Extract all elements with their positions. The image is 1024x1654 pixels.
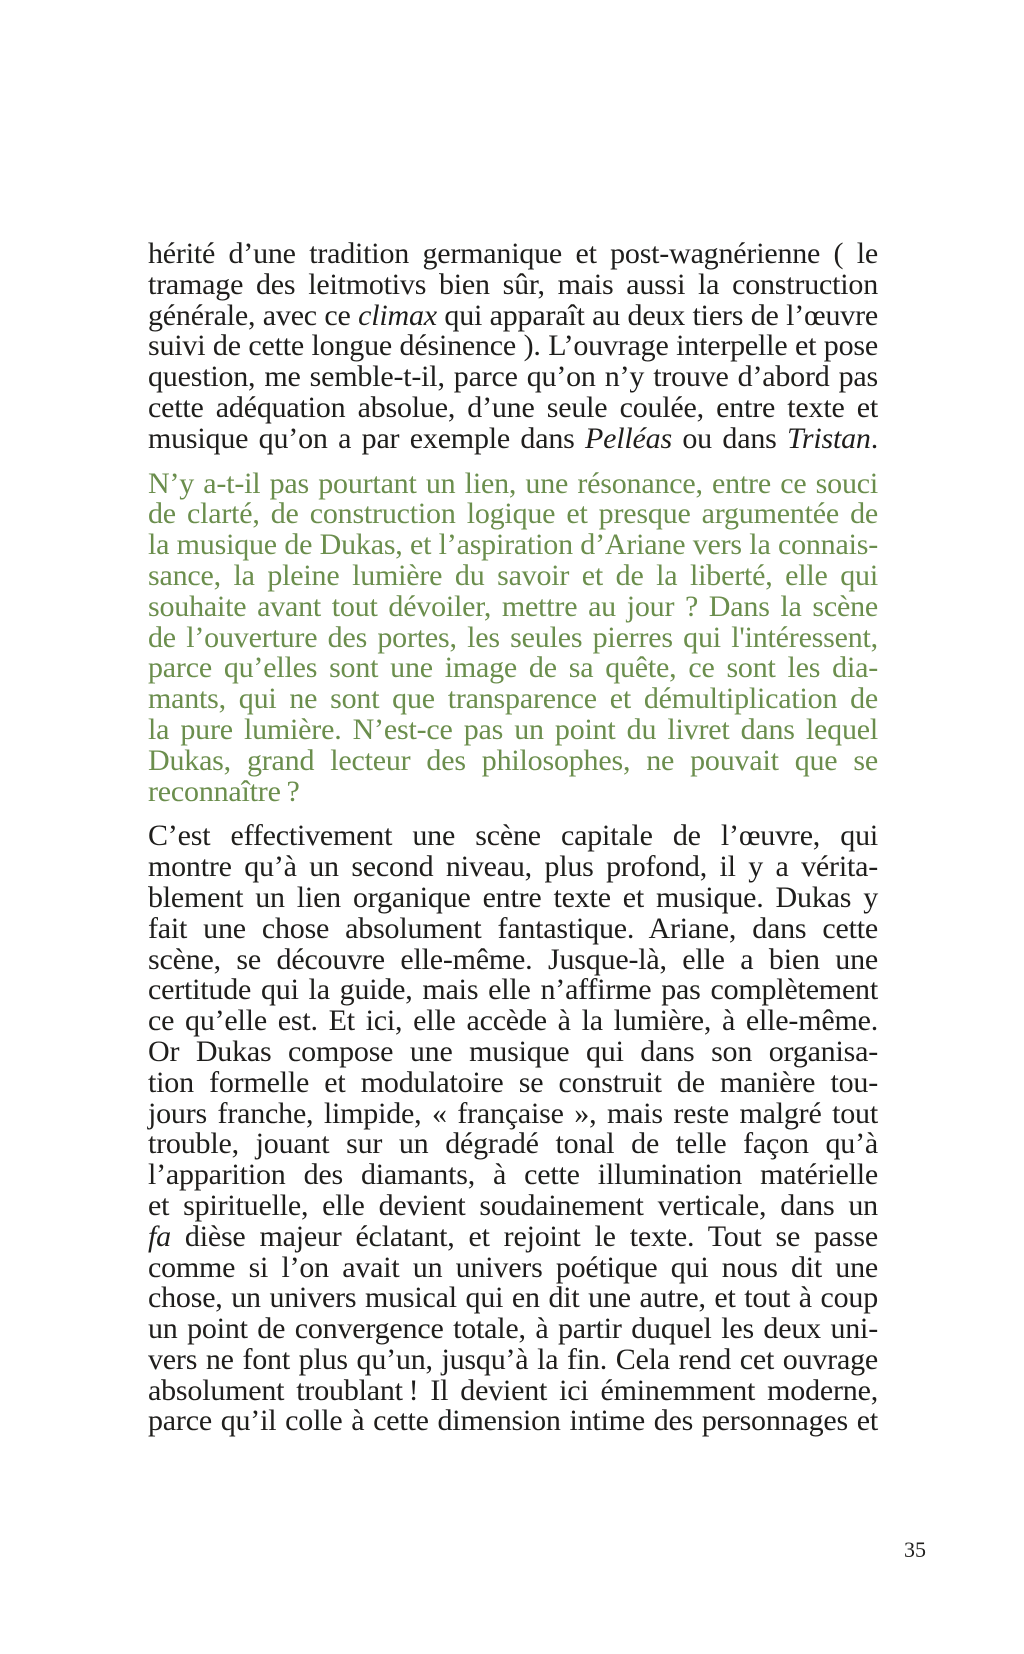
- text-segment: la pure lumière. N’est-ce pas un point du livret dans lequel: [148, 712, 878, 746]
- page-number: 35: [904, 1537, 926, 1562]
- text-segment: scène, se découvre elle-même. Jusque-là, elle a bien une: [148, 942, 878, 976]
- text-segment: blement un lien organique entre texte et musique. Dukas y: [148, 880, 878, 914]
- text-segment: l’apparition des diamants, à cette illumination matérielle: [148, 1158, 878, 1192]
- text-segment: souhaite avant tout dévoiler, mettre au jour ? Dans la scène: [148, 589, 878, 623]
- text-line: [148, 743, 878, 777]
- text-segment: ou dans: [671, 421, 788, 455]
- text-segment: cette adéquation absolue, d’une seule coulée, entre texte et: [148, 390, 878, 424]
- text-segment: Dukas, grand lecteur des philosophes, ne pouvait que se: [148, 743, 878, 777]
- text-line: [148, 499, 878, 530]
- text-line: [148, 390, 878, 424]
- text-line: [148, 684, 878, 715]
- text-segment: vers ne font plus qu’un, jusqu’à la fin. Cela rend cet ouvrage: [148, 1342, 878, 1376]
- text-segment: dièse majeur éclatant, et rejoint le texte. Tout se passe: [170, 1219, 878, 1253]
- text-line: [148, 1219, 878, 1253]
- text-segment: parce qu’il colle à cette dimension intime des personnages et: [148, 1404, 878, 1438]
- text-line: [148, 1342, 878, 1376]
- text-segment: reconnaître ?: [148, 774, 300, 808]
- text-segment: tramage des leitmotivs bien sûr, mais aussi la construction: [148, 267, 878, 301]
- text-line: [148, 911, 878, 945]
- italic-text: climax: [358, 298, 437, 332]
- text-line: [148, 1314, 878, 1345]
- text-line: [148, 1096, 878, 1130]
- text-segment: certitude qui la guide, mais elle n’affirme pas complètement: [148, 973, 878, 1007]
- text-segment: la musique de Dukas, et l’aspiration d’Ariane vers la connais-: [148, 528, 878, 562]
- text-segment: C’est effectivement une scène capitale de l’œuvre, qui: [148, 819, 878, 853]
- text-segment: ce qu’elle est. Et ici, elle accède à la lumière, à elle-même.: [148, 1004, 878, 1038]
- interview-question-paragraph: [148, 466, 878, 808]
- text-segment: fait une chose absolument fantastique. Ariane, dans cette: [148, 911, 878, 945]
- text-segment: un point de convergence totale, à partir duquel les deux uni-: [148, 1312, 878, 1346]
- text-line: [148, 975, 878, 1006]
- interview-answer-paragraph: [148, 821, 878, 1437]
- text-line: [148, 1160, 878, 1191]
- text-line: [148, 1006, 878, 1037]
- text-line: [148, 1034, 878, 1068]
- text-line: [148, 1250, 878, 1284]
- text-line: [148, 821, 878, 852]
- text-line: [148, 1373, 878, 1407]
- text-segment: comme si l’on avait un univers poétique qui nous dit une: [148, 1250, 878, 1284]
- interview-answer-paragraph: [148, 239, 878, 455]
- text-segment: tion formelle et modulatoire se construit de manière tou-: [148, 1065, 878, 1099]
- text-line: [148, 852, 878, 883]
- text-line: [148, 1283, 878, 1314]
- text-segment: trouble, jouant sur un dégradé tonal de telle façon qu’à: [148, 1127, 878, 1161]
- text-line: [148, 421, 878, 455]
- text-segment: montre qu’à un second niveau, plus profond, il y a vérita-: [148, 850, 878, 884]
- text-line: [148, 298, 878, 332]
- text-line: [148, 942, 878, 976]
- text-line: [148, 712, 878, 746]
- text-segment: absolument troublant ! Il devient ici éminemment moderne,: [148, 1373, 878, 1407]
- text-segment: parce qu’elles sont une image de sa quête, ce sont les dia-: [148, 651, 878, 685]
- text-line: [148, 653, 878, 684]
- text-segment: jours franche, limpide, « française », mais reste malgré tout: [148, 1096, 878, 1130]
- text-line: [148, 267, 878, 301]
- text-segment: N’y a-t-il pas pourtant un lien, une résonance, entre ce souci: [148, 466, 878, 500]
- text-line: [148, 774, 878, 808]
- text-segment: et spirituelle, elle devient soudainement verticale, dans un: [148, 1188, 878, 1222]
- text-segment: mants, qui ne sont que transparence et démultiplication de: [148, 682, 878, 716]
- text-line: [148, 558, 878, 592]
- text-line: [148, 1129, 878, 1160]
- text-line: [148, 1188, 878, 1222]
- text-segment: suivi de cette longue désinence ). L’ouvrage interpelle et pose: [148, 329, 878, 363]
- text-line: [148, 620, 878, 654]
- text-segment: question, me semble-t-il, parce qu’on n’y trouve d’abord pas: [148, 360, 878, 394]
- text-segment: hérité d’une tradition germanique et post-wagnérienne ( le: [148, 237, 878, 270]
- text-line: [148, 1406, 878, 1437]
- italic-text: fa: [148, 1219, 171, 1253]
- text-line: [148, 1065, 878, 1099]
- text-segment: de l’ouverture des portes, les seules pierres qui l'intéressent,: [148, 620, 878, 654]
- interview-text-block: [148, 239, 878, 1437]
- text-segment: musique qu’on a par exemple dans: [148, 421, 586, 455]
- text-line: [148, 466, 878, 500]
- text-segment: Or Dukas compose une musique qui dans son organisa-: [148, 1034, 878, 1068]
- text-line: [148, 530, 878, 561]
- italic-text: Tristan: [787, 421, 871, 455]
- text-segment: chose, un univers musical qui en dit une autre, et tout à coup: [148, 1281, 878, 1315]
- text-line: [148, 589, 878, 623]
- text-line: [148, 239, 878, 270]
- text-segment: générale, avec ce: [148, 298, 359, 332]
- text-line: [148, 331, 878, 362]
- text-segment: de clarté, de construction logique et presque argumentée de: [148, 497, 878, 531]
- italic-text: Pelléas: [585, 421, 672, 455]
- text-segment: .: [870, 421, 878, 455]
- text-line: [148, 880, 878, 914]
- text-segment: sance, la pleine lumière du savoir et de la liberté, elle qui: [148, 558, 878, 592]
- text-segment: qui apparaît au deux tiers de l’œuvre: [436, 298, 878, 332]
- text-line: [148, 362, 878, 393]
